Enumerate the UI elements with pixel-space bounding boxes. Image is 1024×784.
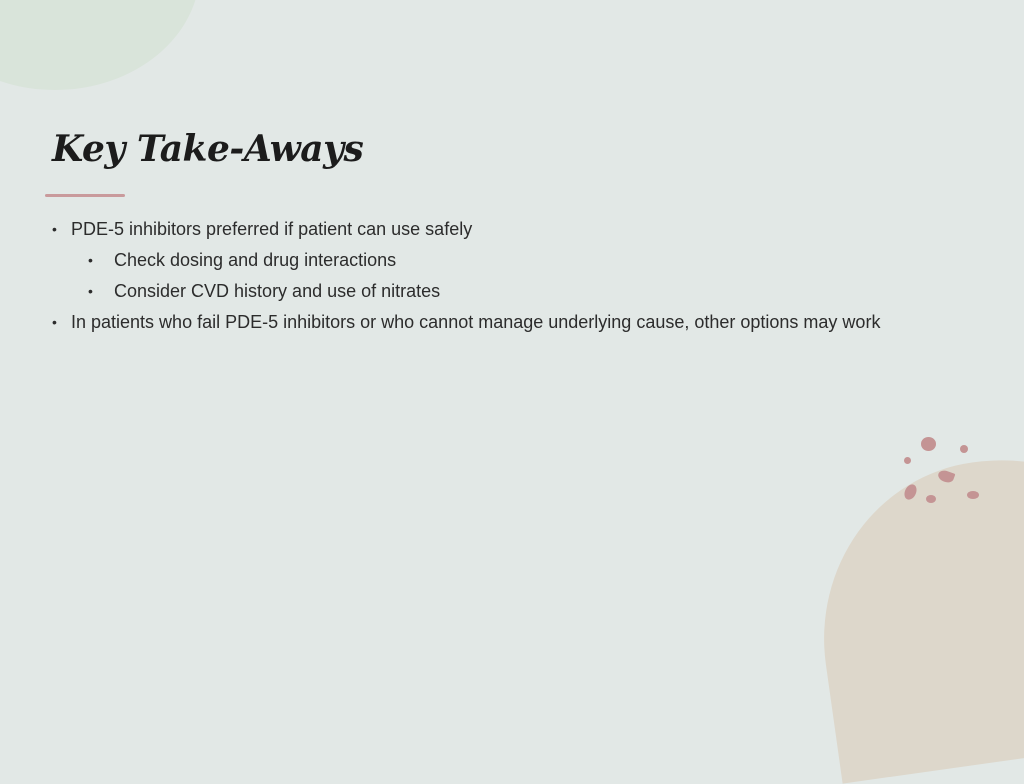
decorative-blob-top-left [0, 0, 200, 90]
bullet-marker: • [52, 314, 57, 330]
bullet-marker: • [52, 221, 57, 237]
decorative-dot [921, 437, 936, 451]
bullet-text: PDE-5 inhibitors preferred if patient can use safely [71, 219, 473, 239]
decorative-dot [960, 445, 968, 453]
sub-bullet-item [52, 278, 892, 304]
bullet-item [52, 309, 892, 335]
title-underline [45, 194, 125, 197]
bullet-item [52, 216, 892, 242]
bullet-marker: • [88, 252, 93, 268]
slide-title: Key Take-Aways [52, 128, 364, 170]
bullet-marker: • [88, 283, 93, 299]
sub-bullet-item [52, 247, 892, 273]
bullet-text: Check dosing and drug interactions [114, 250, 397, 270]
decorative-dot [904, 457, 911, 464]
bullet-text: Consider CVD history and use of nitrates [114, 281, 441, 301]
bullet-list [52, 216, 892, 340]
decorative-dot [967, 491, 979, 499]
bullet-text: In patients who fail PDE-5 inhibitors or who cannot manage underlying cause, other options may work [71, 312, 881, 332]
decorative-dot [926, 495, 936, 503]
